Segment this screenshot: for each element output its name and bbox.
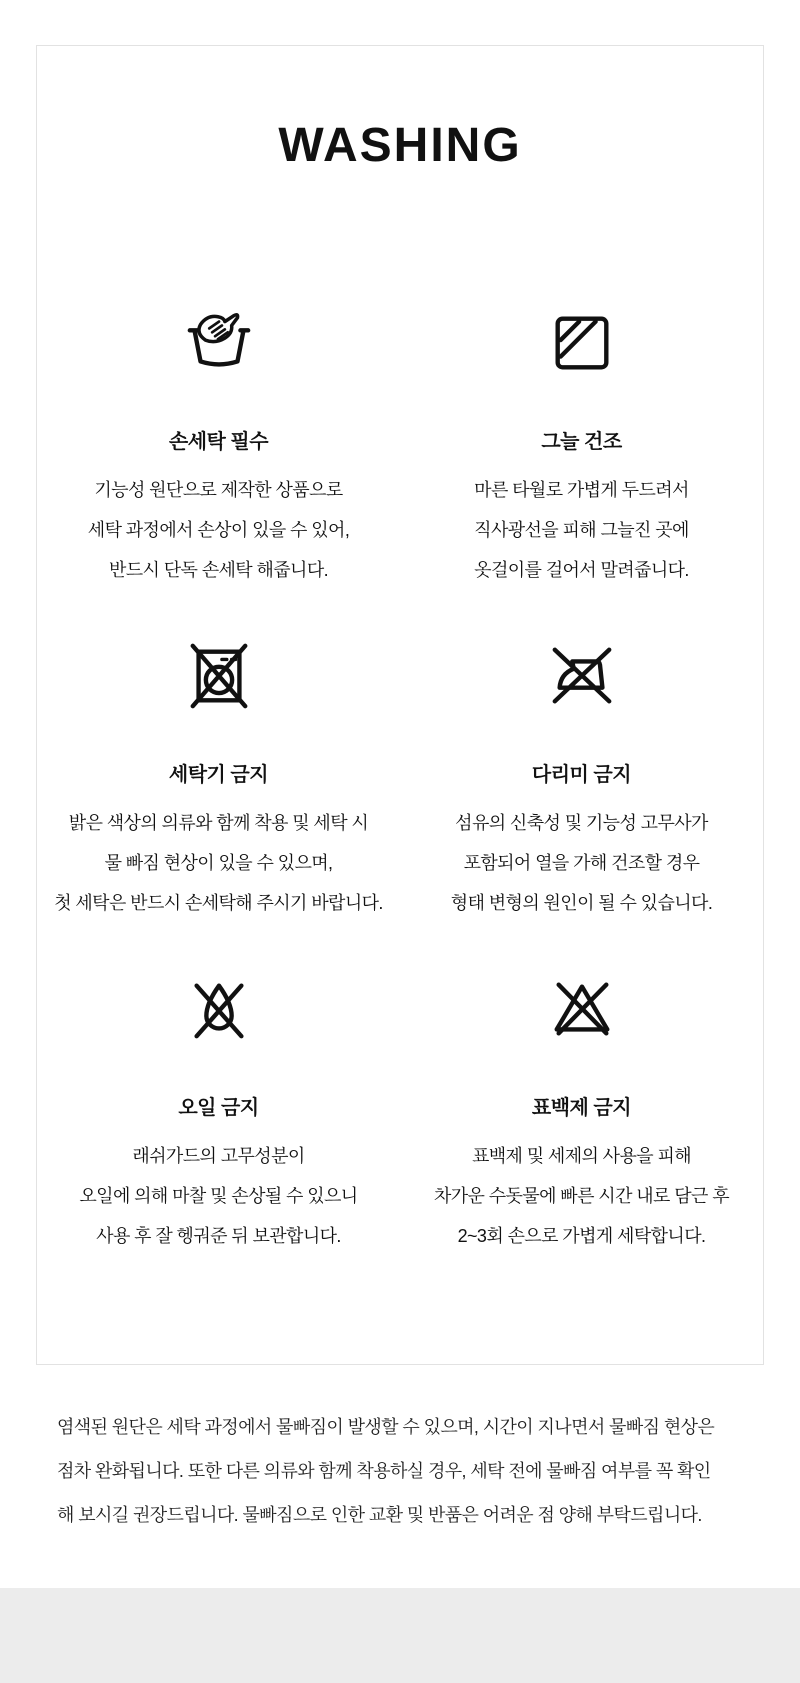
- care-item-description: [400, 470, 763, 590]
- care-item-no-washing-machine: [37, 641, 400, 974]
- care-item-line: 반드시 단독 손세탁 해줍니다.: [108, 560, 329, 580]
- shade-dry-icon: [400, 308, 763, 378]
- no-iron-icon: [400, 641, 763, 711]
- care-item-shade-dry: [400, 308, 763, 641]
- care-item-line: 첫 세탁은 반드시 손세탁해 주시기 바랍니다.: [54, 893, 383, 913]
- care-item-line: 옷걸이를 걸어서 말려줍니다.: [474, 560, 689, 580]
- care-item-description: [400, 803, 763, 923]
- care-item-line: 형태 변형의 원인이 될 수 있습니다.: [450, 893, 713, 913]
- care-item-hand-wash: [37, 308, 400, 641]
- care-item-line: 밝은 색상의 의류와 함께 착용 및 세탁 시: [68, 813, 369, 833]
- care-item-title: 다리미 금지: [531, 764, 632, 786]
- dye-bleed-notice-line: 염색된 원단은 세탁 과정에서 물빠짐이 발생할 수 있으며, 시간이 지나면서 물빠짐 현상은: [57, 1417, 715, 1437]
- care-item-line: 표백제 및 세제의 사용을 피해: [471, 1146, 692, 1166]
- care-item-no-oil: [37, 974, 400, 1307]
- care-item-title: 손세탁 필수: [168, 431, 269, 453]
- next-section-divider: [0, 1588, 800, 1683]
- care-item-title: 세탁기 금지: [168, 764, 269, 786]
- care-item-no-bleach: [400, 974, 763, 1307]
- dye-bleed-notice-line: 해 보시길 권장드립니다. 물빠짐으로 인한 교환 및 반품은 어려운 점 양해 부탁드립니다.: [57, 1505, 702, 1525]
- care-item-title: 그늘 건조: [541, 431, 622, 453]
- care-item-line: 포함되어 열을 가해 건조할 경우: [463, 853, 700, 873]
- care-item-line: 2~3회 손으로 가볍게 세탁합니다.: [457, 1226, 706, 1246]
- care-item-line: 래쉬가드의 고무성분이: [132, 1146, 305, 1166]
- care-item-description: [37, 803, 400, 923]
- care-item-line: 세탁 과정에서 손상이 있을 수 있어,: [87, 520, 350, 540]
- care-instructions-grid: [37, 308, 763, 1307]
- hand-wash-icon: [37, 308, 400, 378]
- no-bleach-icon: [400, 974, 763, 1044]
- care-item-title: 오일 금지: [178, 1097, 259, 1119]
- care-item-line: 차가운 수돗물에 빠른 시간 내로 담근 후: [433, 1186, 729, 1206]
- dye-bleed-notice: [57, 1405, 757, 1537]
- no-oil-icon: [37, 974, 400, 1044]
- care-item-line: 직사광선을 피해 그늘진 곳에: [474, 520, 689, 540]
- care-item-description: [37, 470, 400, 590]
- washing-card: [36, 45, 764, 1365]
- care-item-line: 섬유의 신축성 및 기능성 고무사가: [455, 813, 708, 833]
- care-item-no-iron: [400, 641, 763, 974]
- care-item-description: [400, 1136, 763, 1256]
- care-item-line: 마른 타월로 가볍게 두드려서: [474, 480, 689, 500]
- care-item-description: [37, 1136, 400, 1256]
- dye-bleed-notice-line: 점차 완화됩니다. 또한 다른 의류와 함께 착용하실 경우, 세탁 전에 물빠짐 여부를 꼭 확인: [57, 1461, 711, 1481]
- care-item-line: 오일에 의해 마찰 및 손상될 수 있으니: [79, 1186, 358, 1206]
- page-title: WASHING: [278, 119, 522, 172]
- no-washing-machine-icon: [37, 641, 400, 711]
- care-item-line: 사용 후 잘 헹궈준 뒤 보관합니다.: [96, 1226, 341, 1246]
- care-item-title: 표백제 금지: [531, 1097, 632, 1119]
- care-item-line: 기능성 원단으로 제작한 상품으로: [94, 480, 343, 500]
- care-item-line: 물 빠짐 현상이 있을 수 있으며,: [104, 853, 333, 873]
